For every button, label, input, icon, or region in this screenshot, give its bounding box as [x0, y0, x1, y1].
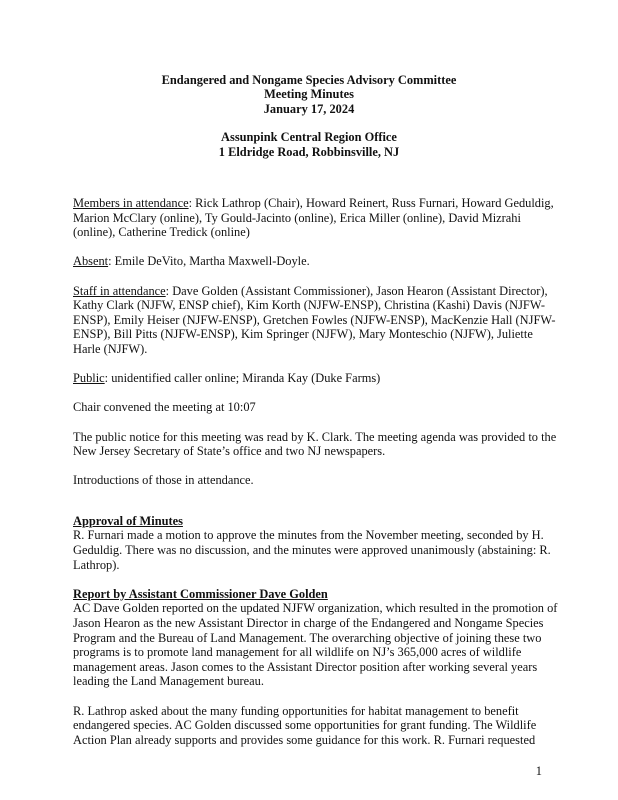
members-paragraph: [73, 196, 559, 240]
staff-label: Staff in attendance: [73, 283, 166, 298]
staff-text: : Dave Golden (Assistant Commissioner), Jason Hearon (Assistant Director), Kathy Clark (NJFW, ENSP chief), Kim Korth (NJFW-ENSP), Christina (Kashi) Davis (NJFW-ENSP), Emily Heiser (NJFW-ENSP), Gretchen Fowles (NJFW-ENSP), MacKenzie Hall (NJFW-ENSP), Bill Pitts (NJFW-ENSP), Kim Springer (NJFW), Mary Monteschio (NJFW), Juliette Harle (NJFW).: [73, 283, 556, 356]
document-subtitle: Meeting Minutes: [264, 87, 354, 102]
absent-label: Absent: [73, 254, 109, 269]
staff-paragraph: [73, 284, 559, 357]
page-number: 1: [535, 764, 542, 778]
public-label: Public: [73, 371, 105, 386]
location-name: Assunpink Central Region Office: [221, 130, 397, 145]
report-paragraph-2: R. Lathrop asked about the many funding opportunities for habitat management to benefit endangered species. AC Golden discussed some opportunities for grant funding. The Wildlife Action Plan already supports and provides some guidance for this work. R. Furnari requested: [73, 703, 537, 747]
committee-title: Endangered and Nongame Species Advisory Committee: [161, 73, 457, 87]
public-paragraph: [73, 371, 559, 386]
members-text: : Rick Lathrop (Chair), Howard Reinert, Russ Furnari, Howard Geduldig, Marion McClary (online), Ty Gould-Jacinto (online), Erica Miller (online), David Mizrahi (online), Catherine Tredick (online): [73, 196, 554, 240]
report-heading: Report by Assistant Commissioner Dave Golden: [73, 586, 328, 601]
report-paragraph-1: AC Dave Golden reported on the updated NJFW organization, which resulted in the promotion of Jason Hearon as the new Assistant Director in charge of the Endangered and Nongame Species Program and the Bureau of Land Management. The overarching objective of joining these two programs is to promote land management for all wildlife on NJ’s 365,000 acres of wildlife management areas. Jason comes to the Assistant Director position after working several years leading the Land Management bureau.: [73, 601, 558, 689]
introductions-paragraph: Introductions of those in attendance.: [73, 473, 254, 488]
absent-text: : Emile DeVito, Martha Maxwell-Doyle.: [108, 254, 310, 269]
convened-paragraph: Chair convened the meeting at 10:07: [73, 400, 256, 415]
public-notice-paragraph: The public notice for this meeting was read by K. Clark. The meeting agenda was provided to the New Jersey Secretary of State’s office and two NJ newspapers.: [73, 429, 557, 459]
document-body: [73, 196, 559, 747]
approval-paragraph: R. Furnari made a motion to approve the minutes from the November meeting, seconded by H. Geduldig. There was no discussion, and the minutes were approved unanimously (abstaining: R. Lathrop).: [73, 528, 551, 572]
location-address: 1 Eldridge Road, Robbinsville, NJ: [218, 144, 400, 159]
public-text: : unidentified caller online; Miranda Kay (Duke Farms): [104, 371, 381, 386]
members-label: Members in attendance: [73, 196, 189, 210]
header-spacer: [0, 116, 618, 130]
document-header: [0, 73, 618, 159]
approval-heading: Approval of Minutes: [73, 513, 183, 528]
absent-paragraph: [73, 254, 559, 269]
meeting-date: January 17, 2024: [263, 101, 355, 116]
